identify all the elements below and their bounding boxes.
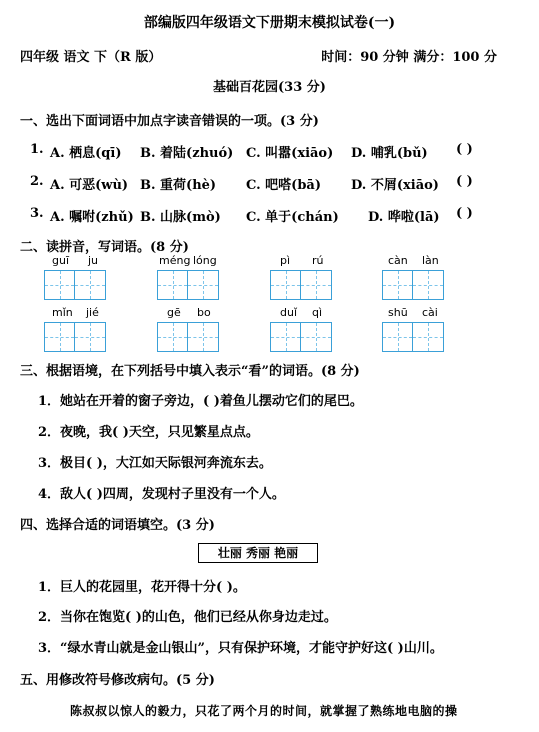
fill-in-item: 1．她站在开着的窗子旁边，( )着鱼儿摆动它们的尾巴。 (38, 394, 363, 409)
pinyin-label: càn (388, 254, 408, 267)
writing-grid[interactable] (382, 270, 444, 300)
option-d: D. 哺乳(bǔ) (351, 146, 428, 161)
section-5-title: 五、用修改符号修改病句。(5 分) (20, 673, 215, 688)
fill-in-item: 3．“绿水青山就是金山银山”，只有保护环境，才能守护好这( )山川。 (38, 641, 443, 656)
pinyin-label: ju (88, 254, 99, 267)
pinyin-label: bo (197, 306, 211, 319)
pinyin-label: gē (167, 306, 181, 319)
faulty-sentence: 陈叔叔以惊人的毅力，只花了两个月的时间，就掌握了熟练地电脑的操 (70, 704, 458, 718)
pinyin-label: mǐn (52, 306, 73, 319)
pinyin-label: làn (422, 254, 439, 267)
option-c: C. 吧嗒(bā) (246, 178, 321, 193)
pinyin-label: shū (388, 306, 408, 319)
writing-grid[interactable] (270, 322, 332, 352)
fill-in-item: 4．敌人( )四周，发现村子里没有一个人。 (38, 487, 285, 502)
section-3-title: 三、根据语境，在下列括号中填入表示“看”的词语。(8 分) (20, 364, 360, 379)
grade-subject-info: 四年级 语文 下（R 版） (20, 50, 162, 65)
option-c: C. 叫嚣(xiāo) (246, 146, 334, 161)
answer-blank: ( ) (456, 142, 473, 157)
fill-in-item: 3．极目( )，大江如天际银河奔流东去。 (38, 456, 272, 471)
paper-title: 部编版四年级语文下册期末模拟试卷(一) (143, 15, 396, 31)
pinyin-label: jié (86, 306, 99, 319)
part-title: 基础百花园(33 分) (213, 80, 326, 95)
pinyin-label: cài (422, 306, 438, 319)
question-number: 2. (30, 174, 44, 189)
option-b: B. 山脉(mò) (140, 210, 221, 225)
pinyin-label: guī (52, 254, 70, 267)
pinyin-label: lóng (193, 254, 217, 267)
writing-grid[interactable] (44, 322, 106, 352)
option-a: A. 嘱咐(zhǔ) (50, 210, 134, 225)
answer-blank: ( ) (456, 174, 473, 189)
pinyin-label: méng (159, 254, 191, 267)
option-a: A. 栖息(qī) (50, 146, 122, 161)
question-number: 1. (30, 142, 44, 157)
question-number: 3. (30, 206, 44, 221)
option-b: B. 着陆(zhuó) (140, 146, 234, 161)
section-2-title: 二、读拼音，写词语。(8 分) (20, 240, 189, 255)
option-a: A. 可恶(wù) (50, 178, 129, 193)
writing-grid[interactable] (157, 270, 219, 300)
section-1-title: 一、选出下面词语中加点字读音错误的一项。(3 分) (20, 114, 319, 129)
pinyin-label: qì (312, 306, 323, 319)
section-4-title: 四、选择合适的词语填空。(3 分) (20, 518, 215, 533)
fill-in-item: 2．夜晚，我( )天空，只见繁星点点。 (38, 425, 259, 440)
writing-grid[interactable] (382, 322, 444, 352)
writing-grid[interactable] (270, 270, 332, 300)
fill-in-item: 2．当你在饱览( )的山色，他们已经从你身边走过。 (38, 610, 337, 625)
pinyin-label: pì (280, 254, 291, 267)
writing-grid[interactable] (157, 322, 219, 352)
option-d: D. 哗啦(lā) (368, 210, 440, 225)
time-score-info: 时间：90 分钟 满分：100 分 (321, 50, 497, 65)
word-bank: 壮丽 秀丽 艳丽 (198, 543, 318, 563)
option-c: C. 单于(chán) (246, 210, 339, 225)
pinyin-label: rú (312, 254, 324, 267)
fill-in-item: 1．巨人的花园里，花开得十分( )。 (38, 580, 246, 595)
option-d: D. 不屑(xiāo) (351, 178, 439, 193)
pinyin-label: duǐ (280, 306, 298, 319)
answer-blank: ( ) (456, 206, 473, 221)
option-b: B. 重荷(hè) (140, 178, 217, 193)
writing-grid[interactable] (44, 270, 106, 300)
